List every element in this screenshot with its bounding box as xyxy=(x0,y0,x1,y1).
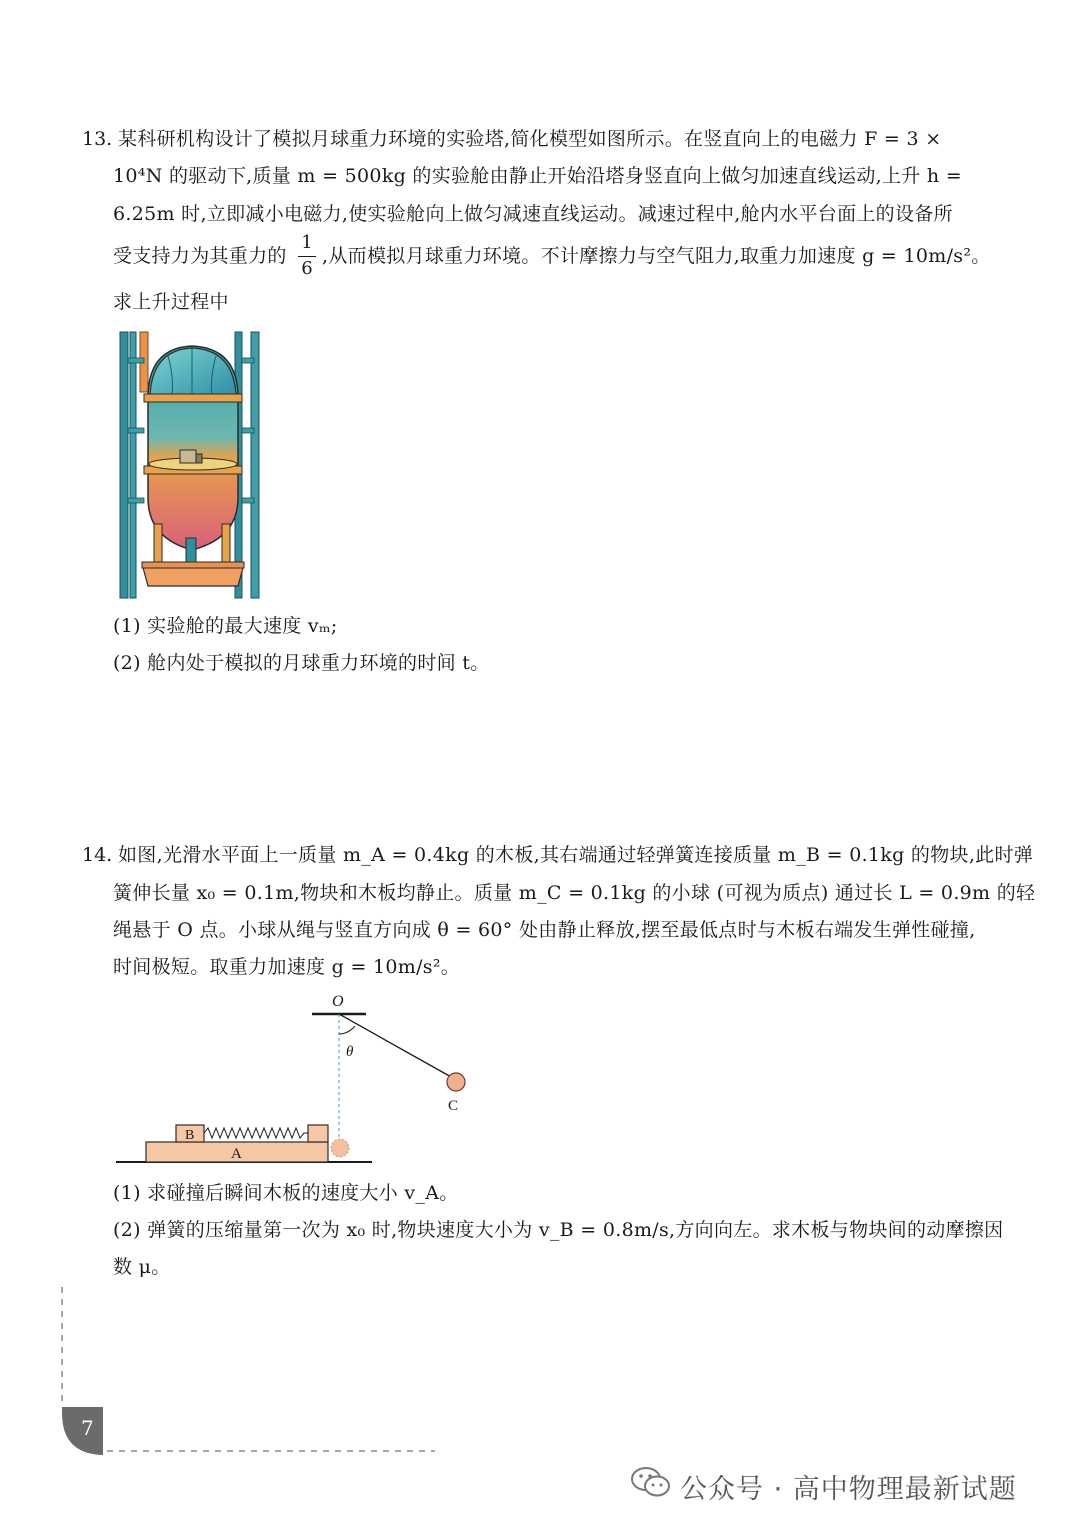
q14-pendulum-diagram xyxy=(110,990,480,1170)
q14-subquestion-1: (1) 求碰撞后瞬间木板的速度大小 v_A。 xyxy=(113,1182,459,1204)
q13-number: 13. xyxy=(82,128,113,150)
q13-subquestion-1: (1) 实验舱的最大速度 vₘ; xyxy=(113,615,338,637)
watermark-text: 公众号 · 高中物理最新试题 xyxy=(680,1474,1017,1505)
q14-text-line2: 簧伸长量 x₀ = 0.1m,物块和木板均静止。质量 m_C = 0.1kg 的小球 (可视为质点) 通过长 L = 0.9m 的轻 xyxy=(113,882,1036,904)
page-corner-frame xyxy=(55,1285,440,1465)
label-B: B xyxy=(185,1128,195,1143)
label-theta: θ xyxy=(346,1044,354,1060)
label-O: O xyxy=(332,993,344,1010)
q13-fraction-denominator: 6 xyxy=(301,258,313,279)
q13-text-line5: 求上升过程中 xyxy=(113,291,229,313)
label-A: A xyxy=(231,1146,242,1162)
q14-number: 14. xyxy=(82,844,113,866)
q13-text-line3: 6.25m 时,立即减小电磁力,使实验舱向上做匀减速直线运动。减速过程中,舱内水平台面上的设备所 xyxy=(113,203,953,225)
page-number: 7 xyxy=(81,1416,94,1440)
q14-text-line4: 时间极短。取重力加速度 g = 10m/s²。 xyxy=(113,956,461,978)
q14-text-line3: 绳悬于 O 点。小球从绳与竖直方向成 θ = 60° 处由静止释放,摆至最低点时与木板右端发生弹性碰撞, xyxy=(113,919,976,941)
label-C: C xyxy=(448,1098,459,1114)
q14-subquestion-2b: 数 μ。 xyxy=(113,1256,171,1278)
q14-subquestion-2a: (2) 弹簧的压缩量第一次为 x₀ 时,物块速度大小为 v_B = 0.8m/s,方向向左。求木板与物块间的动摩擦因 xyxy=(113,1219,1004,1241)
q13-text-line1: 某科研机构设计了模拟月球重力环境的实验塔,简化模型如图所示。在竖直向上的电磁力 F = 3 × xyxy=(118,128,942,150)
q13-tower-illustration xyxy=(110,328,275,600)
q14-text-line1: 如图,光滑水平面上一质量 m_A = 0.4kg 的木板,其右端通过轻弹簧连接质量 m_B = 0.1kg 的物块,此时弹 xyxy=(118,844,1034,866)
q13-subquestion-2: (2) 舱内处于模拟的月球重力环境的时间 t。 xyxy=(113,652,490,674)
wechat-icon xyxy=(630,1464,672,1500)
q13-text-line4a: 受支持力为其重力的 xyxy=(113,245,287,267)
q13-fraction-numerator: 1 xyxy=(301,232,313,253)
q13-text-line2: 10⁴N 的驱动下,质量 m = 500kg 的实验舱由静止开始沿塔身竖直向上做匀加速直线运动,上升 h = xyxy=(113,165,963,187)
q13-text-line4b: ,从而模拟月球重力环境。不计摩擦力与空气阻力,取重力加速度 g = 10m/s²。 xyxy=(322,245,991,267)
